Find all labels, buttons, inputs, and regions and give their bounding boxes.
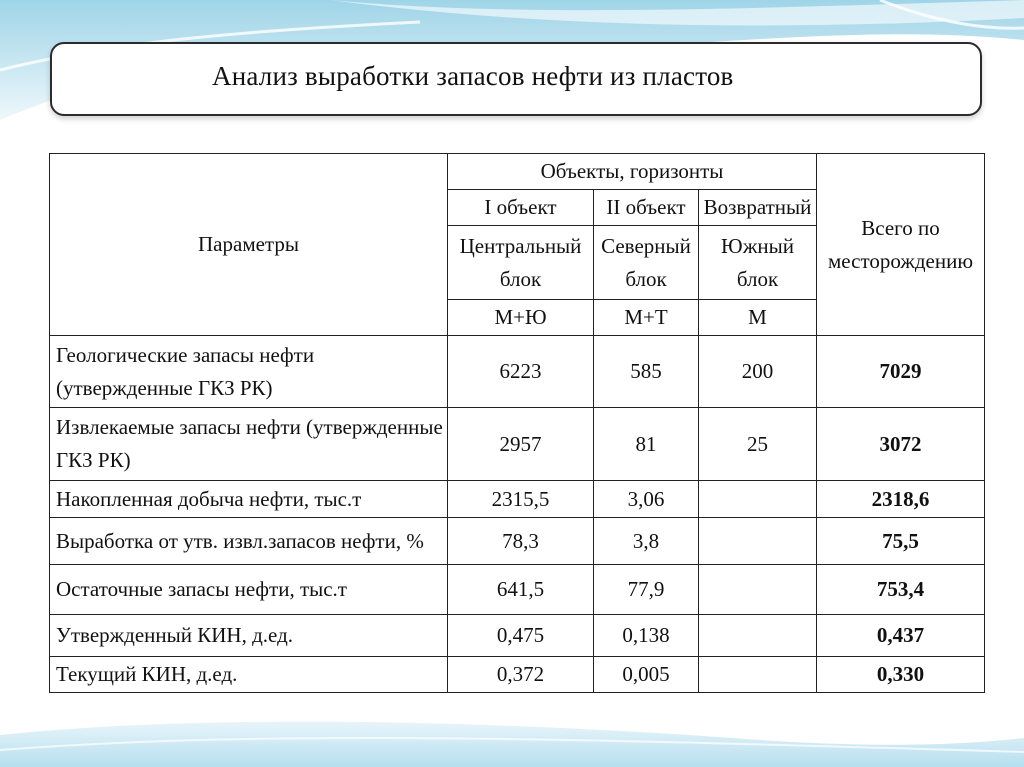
object-name-3: Возвратный (699, 190, 817, 226)
table-row (50, 408, 985, 481)
row-value: 78,3 (448, 518, 594, 565)
object-name-2: II объект (594, 190, 699, 226)
row-value: 200 (699, 336, 817, 408)
parameters-header: Параметры (50, 154, 448, 336)
row-value: 2957 (448, 408, 594, 481)
row-label: Остаточные запасы нефти, тыс.т (50, 565, 448, 615)
row-value: 641,5 (448, 565, 594, 615)
row-total: 7029 (817, 336, 985, 408)
row-label: Утвержденный КИН, д.ед. (50, 615, 448, 657)
row-label: Текущий КИН, д.ед. (50, 657, 448, 693)
table-row (50, 565, 985, 615)
row-value: 0,005 (594, 657, 699, 693)
slide-title: Анализ выработки запасов нефти из пластов (212, 61, 734, 91)
block-name-2: Северный блок (594, 226, 699, 300)
row-value: 0,138 (594, 615, 699, 657)
horizon-3: М (699, 300, 817, 336)
row-total: 2318,6 (817, 481, 985, 518)
oil-reserves-table (49, 153, 985, 693)
table-row (50, 657, 985, 693)
row-value: 3,06 (594, 481, 699, 518)
table-row (50, 615, 985, 657)
row-value: 25 (699, 408, 817, 481)
row-value: 81 (594, 408, 699, 481)
row-value (699, 518, 817, 565)
row-label: Накопленная добыча нефти, тыс.т (50, 481, 448, 518)
table-row (50, 336, 985, 408)
horizon-1: М+Ю (448, 300, 594, 336)
row-value (699, 481, 817, 518)
object-name-1: I объект (448, 190, 594, 226)
block-name-1: Центральный блок (448, 226, 594, 300)
row-total: 0,437 (817, 615, 985, 657)
row-value (699, 565, 817, 615)
row-value: 6223 (448, 336, 594, 408)
horizon-2: М+Т (594, 300, 699, 336)
row-total: 0,330 (817, 657, 985, 693)
row-value: 585 (594, 336, 699, 408)
row-value: 77,9 (594, 565, 699, 615)
total-header: Всего по месторождению (817, 154, 985, 336)
header-row-objects (50, 154, 985, 190)
table-row (50, 481, 985, 518)
objects-header: Объекты, горизонты (448, 154, 817, 190)
row-total: 75,5 (817, 518, 985, 565)
block-name-3: Южный блок (699, 226, 817, 300)
row-total: 753,4 (817, 565, 985, 615)
title-box (50, 42, 982, 116)
row-label: Извлекаемые запасы нефти (утвержденные ГКЗ РК) (50, 408, 448, 481)
row-value: 0,372 (448, 657, 594, 693)
row-total: 3072 (817, 408, 985, 481)
table-row (50, 518, 985, 565)
row-label: Геологические запасы нефти (утвержденные ГКЗ РК) (50, 336, 448, 408)
row-value (699, 615, 817, 657)
row-value: 3,8 (594, 518, 699, 565)
row-value (699, 657, 817, 693)
row-value: 0,475 (448, 615, 594, 657)
row-value: 2315,5 (448, 481, 594, 518)
row-label: Выработка от утв. извл.запасов нефти, % (50, 518, 448, 565)
